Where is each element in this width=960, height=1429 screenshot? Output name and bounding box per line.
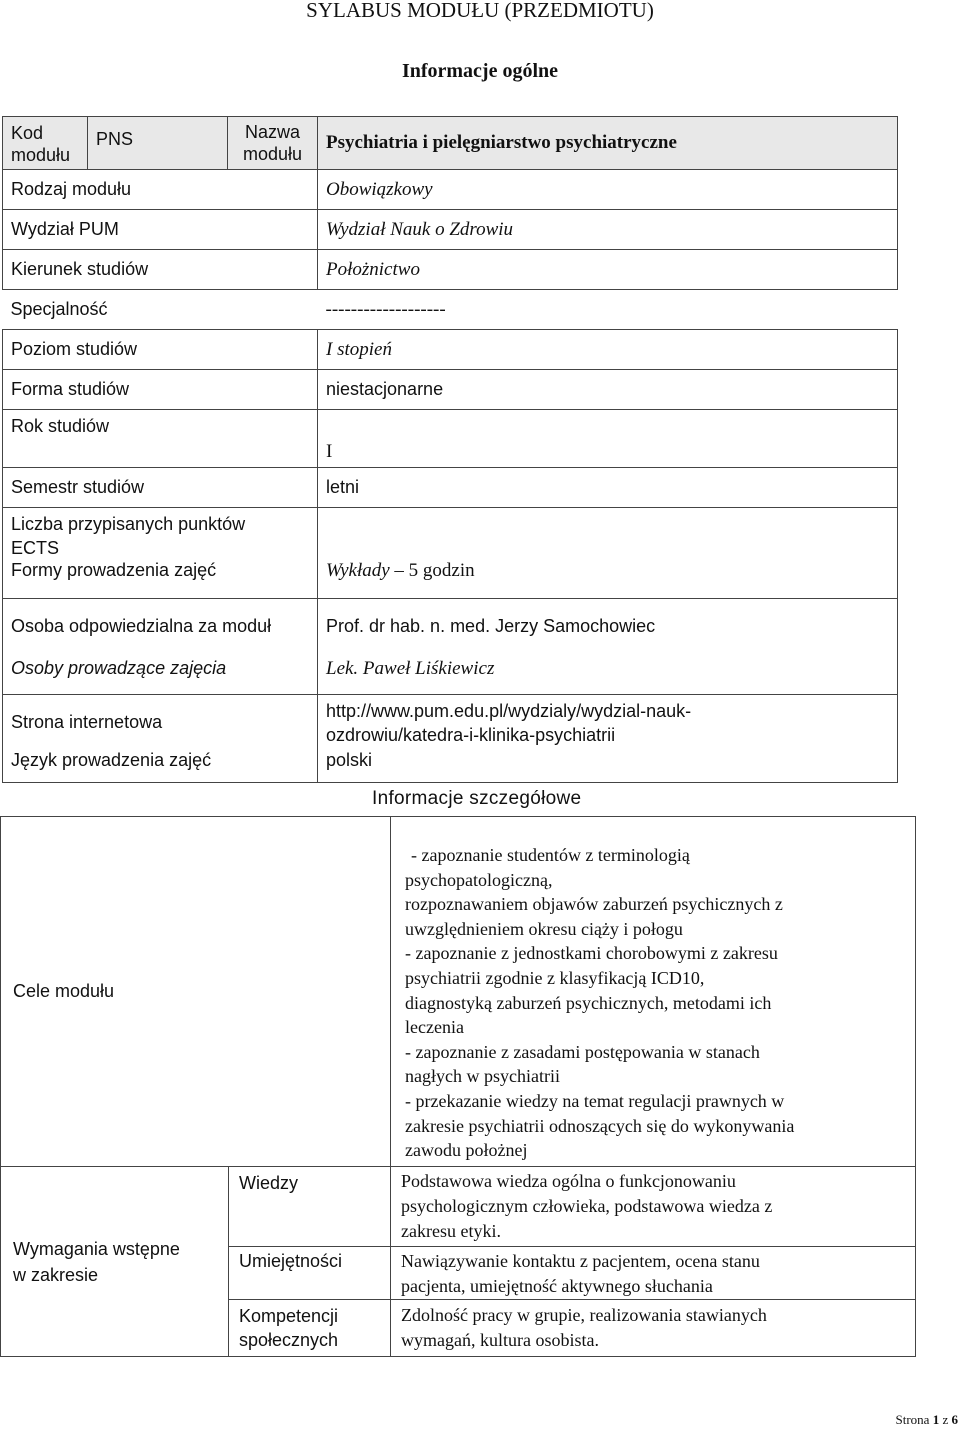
document-title: SYLABUS MODUŁU (PRZEDMIOTU) — [306, 0, 654, 22]
cele-line: zakresie psychiatrii odnoszących się do wykonywania — [405, 1115, 795, 1136]
specjalnosc-label: Specjalność — [3, 290, 318, 330]
general-info-table — [2, 116, 898, 783]
cele-line: psychiatrii zgodnie z klasyfikacją ICD10, — [405, 967, 705, 988]
kierunek-value: Położnictwo — [318, 250, 898, 290]
cele-line: zawodu położnej — [405, 1140, 528, 1161]
cele-label: Cele modułu — [1, 817, 391, 1167]
poziom-value: I stopień — [318, 330, 898, 370]
nazwa-label: Nazwa modułu — [228, 117, 318, 170]
forma-value: niestacjonarne — [318, 370, 898, 410]
jezyk-label: Język prowadzenia zajęć — [3, 750, 318, 782]
specjalnosc-value: ------------------- — [318, 290, 898, 330]
wiedzy-label: Wiedzy — [229, 1167, 391, 1247]
cele-value — [391, 817, 916, 1167]
cele-line: - przekazanie wiedzy na temat regulacji prawnych w — [405, 1090, 785, 1111]
cele-line: nagłych w psychiatrii — [405, 1066, 560, 1087]
general-info-heading: Informacje ogólne — [401, 60, 559, 82]
nazwa-value: Psychiatria i pielęgniarstwo psychiatryczne — [318, 117, 898, 170]
kod-value: PNS — [88, 117, 228, 170]
poziom-label: Poziom studiów — [3, 330, 318, 370]
osoba-value: Prof. dr hab. n. med. Jerzy Samochowiec — [318, 598, 898, 654]
formy-value: Wykłady – 5 godzin — [318, 560, 898, 598]
semestr-label: Semestr studiów — [3, 468, 318, 508]
cele-line: - zapoznanie z zasadami postępowania w stanach — [405, 1041, 760, 1062]
wydzial-value: Wydział Nauk o Zdrowiu — [318, 210, 898, 250]
rodzaj-value: Obowiązkowy — [318, 170, 898, 210]
jezyk-value: polski — [318, 750, 898, 782]
cele-line: uwzględnieniem okresu ciąży i połogu — [405, 918, 683, 939]
semestr-value: letni — [318, 468, 898, 508]
forma-label: Forma studiów — [3, 370, 318, 410]
strona-label: Strona internetowa — [3, 694, 318, 750]
osoba-label: Osoba odpowiedzialna za moduł — [3, 598, 318, 654]
kompetencje-label: Kompetencji społecznych — [229, 1300, 391, 1357]
detail-info-heading: Informacje szczegółowe — [372, 788, 582, 809]
kierunek-label: Kierunek studiów — [3, 250, 318, 290]
ects-value — [318, 508, 898, 561]
umiejetnosci-value: Nawiązywanie kontaktu z pacjentem, ocena stanu pacjenta, umiejętność aktywnego słuchania — [391, 1247, 916, 1300]
prowadzace-value: Lek. Paweł Liśkiewicz — [318, 654, 898, 694]
formy-label: Formy prowadzenia zajęć — [3, 560, 318, 598]
detail-info-table — [0, 816, 916, 1357]
page-footer: Strona 1 z 6 — [895, 1412, 958, 1427]
rok-label: Rok studiów — [3, 410, 318, 468]
rok-value: I — [318, 410, 898, 468]
cele-line: - zapoznanie studentów z terminologią — [411, 845, 690, 865]
rodzaj-label: Rodzaj modułu — [3, 170, 318, 210]
strona-value: http://www.pum.edu.pl/wydzialy/wydzial-nauk- ozdrowiu/katedra-i-klinika-psychiatrii — [318, 694, 898, 750]
wiedzy-value: Podstawowa wiedza ogólna o funkcjonowaniu psychologicznym człowieka, podstawowa wiedza z zakresu etyki. — [391, 1167, 916, 1247]
cele-line: rozpoznawaniem objawów zaburzeń psychicznych z — [405, 894, 783, 915]
wymagania-label: Wymagania wstępne w zakresie — [1, 1167, 229, 1357]
kod-label: Kod modułu — [3, 117, 88, 170]
kompetencje-value: Zdolność pracy w grupie, realizowania stawianych wymagań, kultura osobista. — [391, 1300, 916, 1357]
umiejetnosci-label: Umiejętności — [229, 1247, 391, 1300]
cele-line: diagnostyką zaburzeń psychicznych, metodami ich — [405, 992, 772, 1013]
cele-line: - zapoznanie z jednostkami chorobowymi z zakresu — [405, 943, 778, 964]
cele-line: leczenia — [405, 1017, 464, 1038]
ects-label: Liczba przypisanych punktów ECTS — [3, 508, 318, 561]
wydzial-label: Wydział PUM — [3, 210, 318, 250]
prowadzace-label: Osoby prowadzące zajęcia — [3, 654, 318, 694]
cele-line: psychopatologiczną, — [405, 869, 553, 890]
